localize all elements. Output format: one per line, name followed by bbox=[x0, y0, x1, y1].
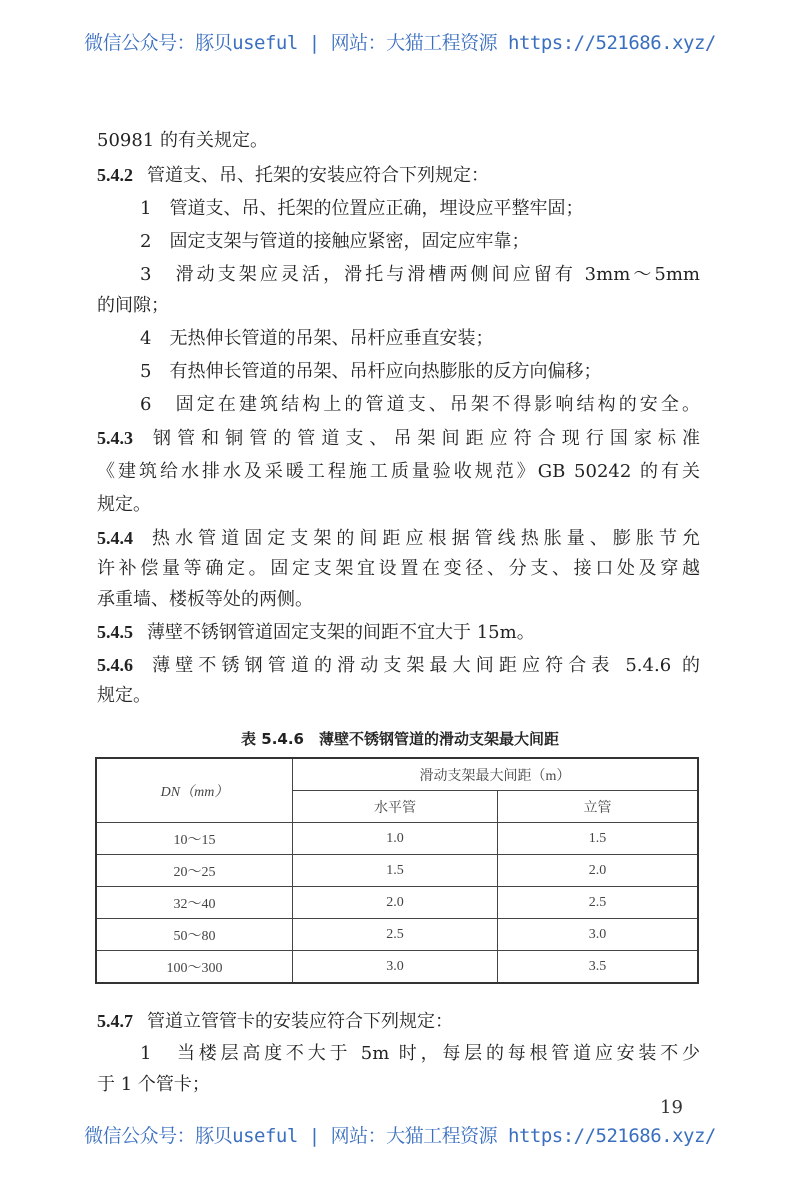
clause-number: 5.4.6 bbox=[97, 655, 133, 675]
list-item: 4 无热伸长管道的吊架、吊杆应垂直安装； bbox=[140, 328, 494, 349]
text-line: 规定。 bbox=[97, 685, 151, 706]
text-line: 规定。 bbox=[97, 494, 151, 515]
text-line: 承重墙、楼板等处的两侧。 bbox=[97, 589, 313, 610]
cell: 50～80 bbox=[96, 919, 293, 951]
list-item: 3 滑动支架应灵活，滑托与滑槽两侧间应留有 3mm～5mm bbox=[140, 264, 700, 285]
watermark-top: 微信公众号：豚贝useful | 网站：大猫工程资源 https://521686.xyz/ bbox=[84, 32, 716, 54]
table-row bbox=[96, 951, 698, 984]
cell: 1.5 bbox=[498, 823, 699, 855]
text-line: 的间隙； bbox=[97, 295, 169, 316]
cell: 1.0 bbox=[293, 823, 498, 855]
cell: 100～300 bbox=[96, 951, 293, 984]
clause-number: 5.4.4 bbox=[97, 528, 133, 548]
clause-number: 5.4.3 bbox=[97, 428, 133, 448]
table-row bbox=[96, 855, 698, 887]
text-line: 许补偿量等确定。固定支架宜设置在变径、分支、接口处及穿越 bbox=[97, 558, 700, 579]
cell: 2.5 bbox=[293, 919, 498, 951]
cell: 2.0 bbox=[293, 887, 498, 919]
clause-text: 管道立管管卡的安装应符合下列规定： bbox=[147, 1011, 453, 1032]
cell: 1.5 bbox=[293, 855, 498, 887]
table-header-row bbox=[96, 758, 698, 791]
list-item: 5 有热伸长管道的吊架、吊杆应向热膨胀的反方向偏移； bbox=[140, 361, 602, 382]
header-group: 滑动支架最大间距（m） bbox=[293, 758, 699, 791]
clause-5-4-3 bbox=[97, 427, 700, 450]
clause-text: 管道支、吊、托架的安装应符合下列规定： bbox=[147, 165, 489, 186]
list-item: 1 当楼层高度不大于 5m 时，每层的每根管道应安装不少 bbox=[140, 1043, 700, 1064]
cell: 20～25 bbox=[96, 855, 293, 887]
clause-5-4-6 bbox=[97, 654, 700, 677]
text-line: 《建筑给水排水及采暖工程施工质量验收规范》GB 50242 的有关 bbox=[97, 461, 700, 482]
header-horizontal: 水平管 bbox=[293, 791, 498, 823]
cell: 3.0 bbox=[293, 951, 498, 984]
watermark-bottom: 微信公众号：豚贝useful | 网站：大猫工程资源 https://521686.xyz/ bbox=[84, 1125, 716, 1147]
clause-text: 薄壁不锈钢管道的滑动支架最大间距应符合表 5.4.6 的 bbox=[147, 655, 700, 676]
clause-5-4-5 bbox=[97, 621, 700, 644]
table-row bbox=[96, 919, 698, 951]
cell: 10～15 bbox=[96, 823, 293, 855]
clause-text: 热水管道固定支架的间距应根据管线热胀量、膨胀节允 bbox=[147, 528, 700, 549]
clause-5-4-2 bbox=[97, 164, 700, 187]
table-row bbox=[96, 823, 698, 855]
list-item: 1 管道支、吊、托架的位置应正确，埋设应平整牢固； bbox=[140, 198, 584, 219]
table-row bbox=[96, 887, 698, 919]
cell: 3.0 bbox=[498, 919, 699, 951]
clause-number: 5.4.7 bbox=[97, 1011, 133, 1031]
table-caption: 表 5.4.6 薄壁不锈钢管道的滑动支架最大间距 bbox=[241, 730, 559, 748]
header-dn: DN（mm） bbox=[96, 758, 293, 823]
clause-5-4-4 bbox=[97, 527, 700, 550]
clause-text: 薄壁不锈钢管道固定支架的间距不宜大于 15m。 bbox=[147, 622, 535, 643]
cell: 2.5 bbox=[498, 887, 699, 919]
support-spacing-table bbox=[95, 757, 699, 984]
text-line: 50981 的有关规定。 bbox=[97, 130, 268, 151]
cell: 3.5 bbox=[498, 951, 699, 984]
clause-number: 5.4.5 bbox=[97, 622, 133, 642]
list-item: 2 固定支架与管道的接触应紧密，固定应牢靠； bbox=[140, 231, 530, 252]
cell: 32～40 bbox=[96, 887, 293, 919]
clause-text: 钢管和铜管的管道支、吊架间距应符合现行国家标准 bbox=[147, 428, 700, 449]
header-vertical: 立管 bbox=[498, 791, 699, 823]
clause-5-4-7 bbox=[97, 1010, 700, 1033]
clause-number: 5.4.2 bbox=[97, 165, 133, 185]
cell: 2.0 bbox=[498, 855, 699, 887]
page-number: 19 bbox=[660, 1097, 683, 1118]
text-line: 于 1 个管卡； bbox=[97, 1074, 210, 1095]
list-item: 6 固定在建筑结构上的管道支、吊架不得影响结构的安全。 bbox=[140, 394, 700, 415]
